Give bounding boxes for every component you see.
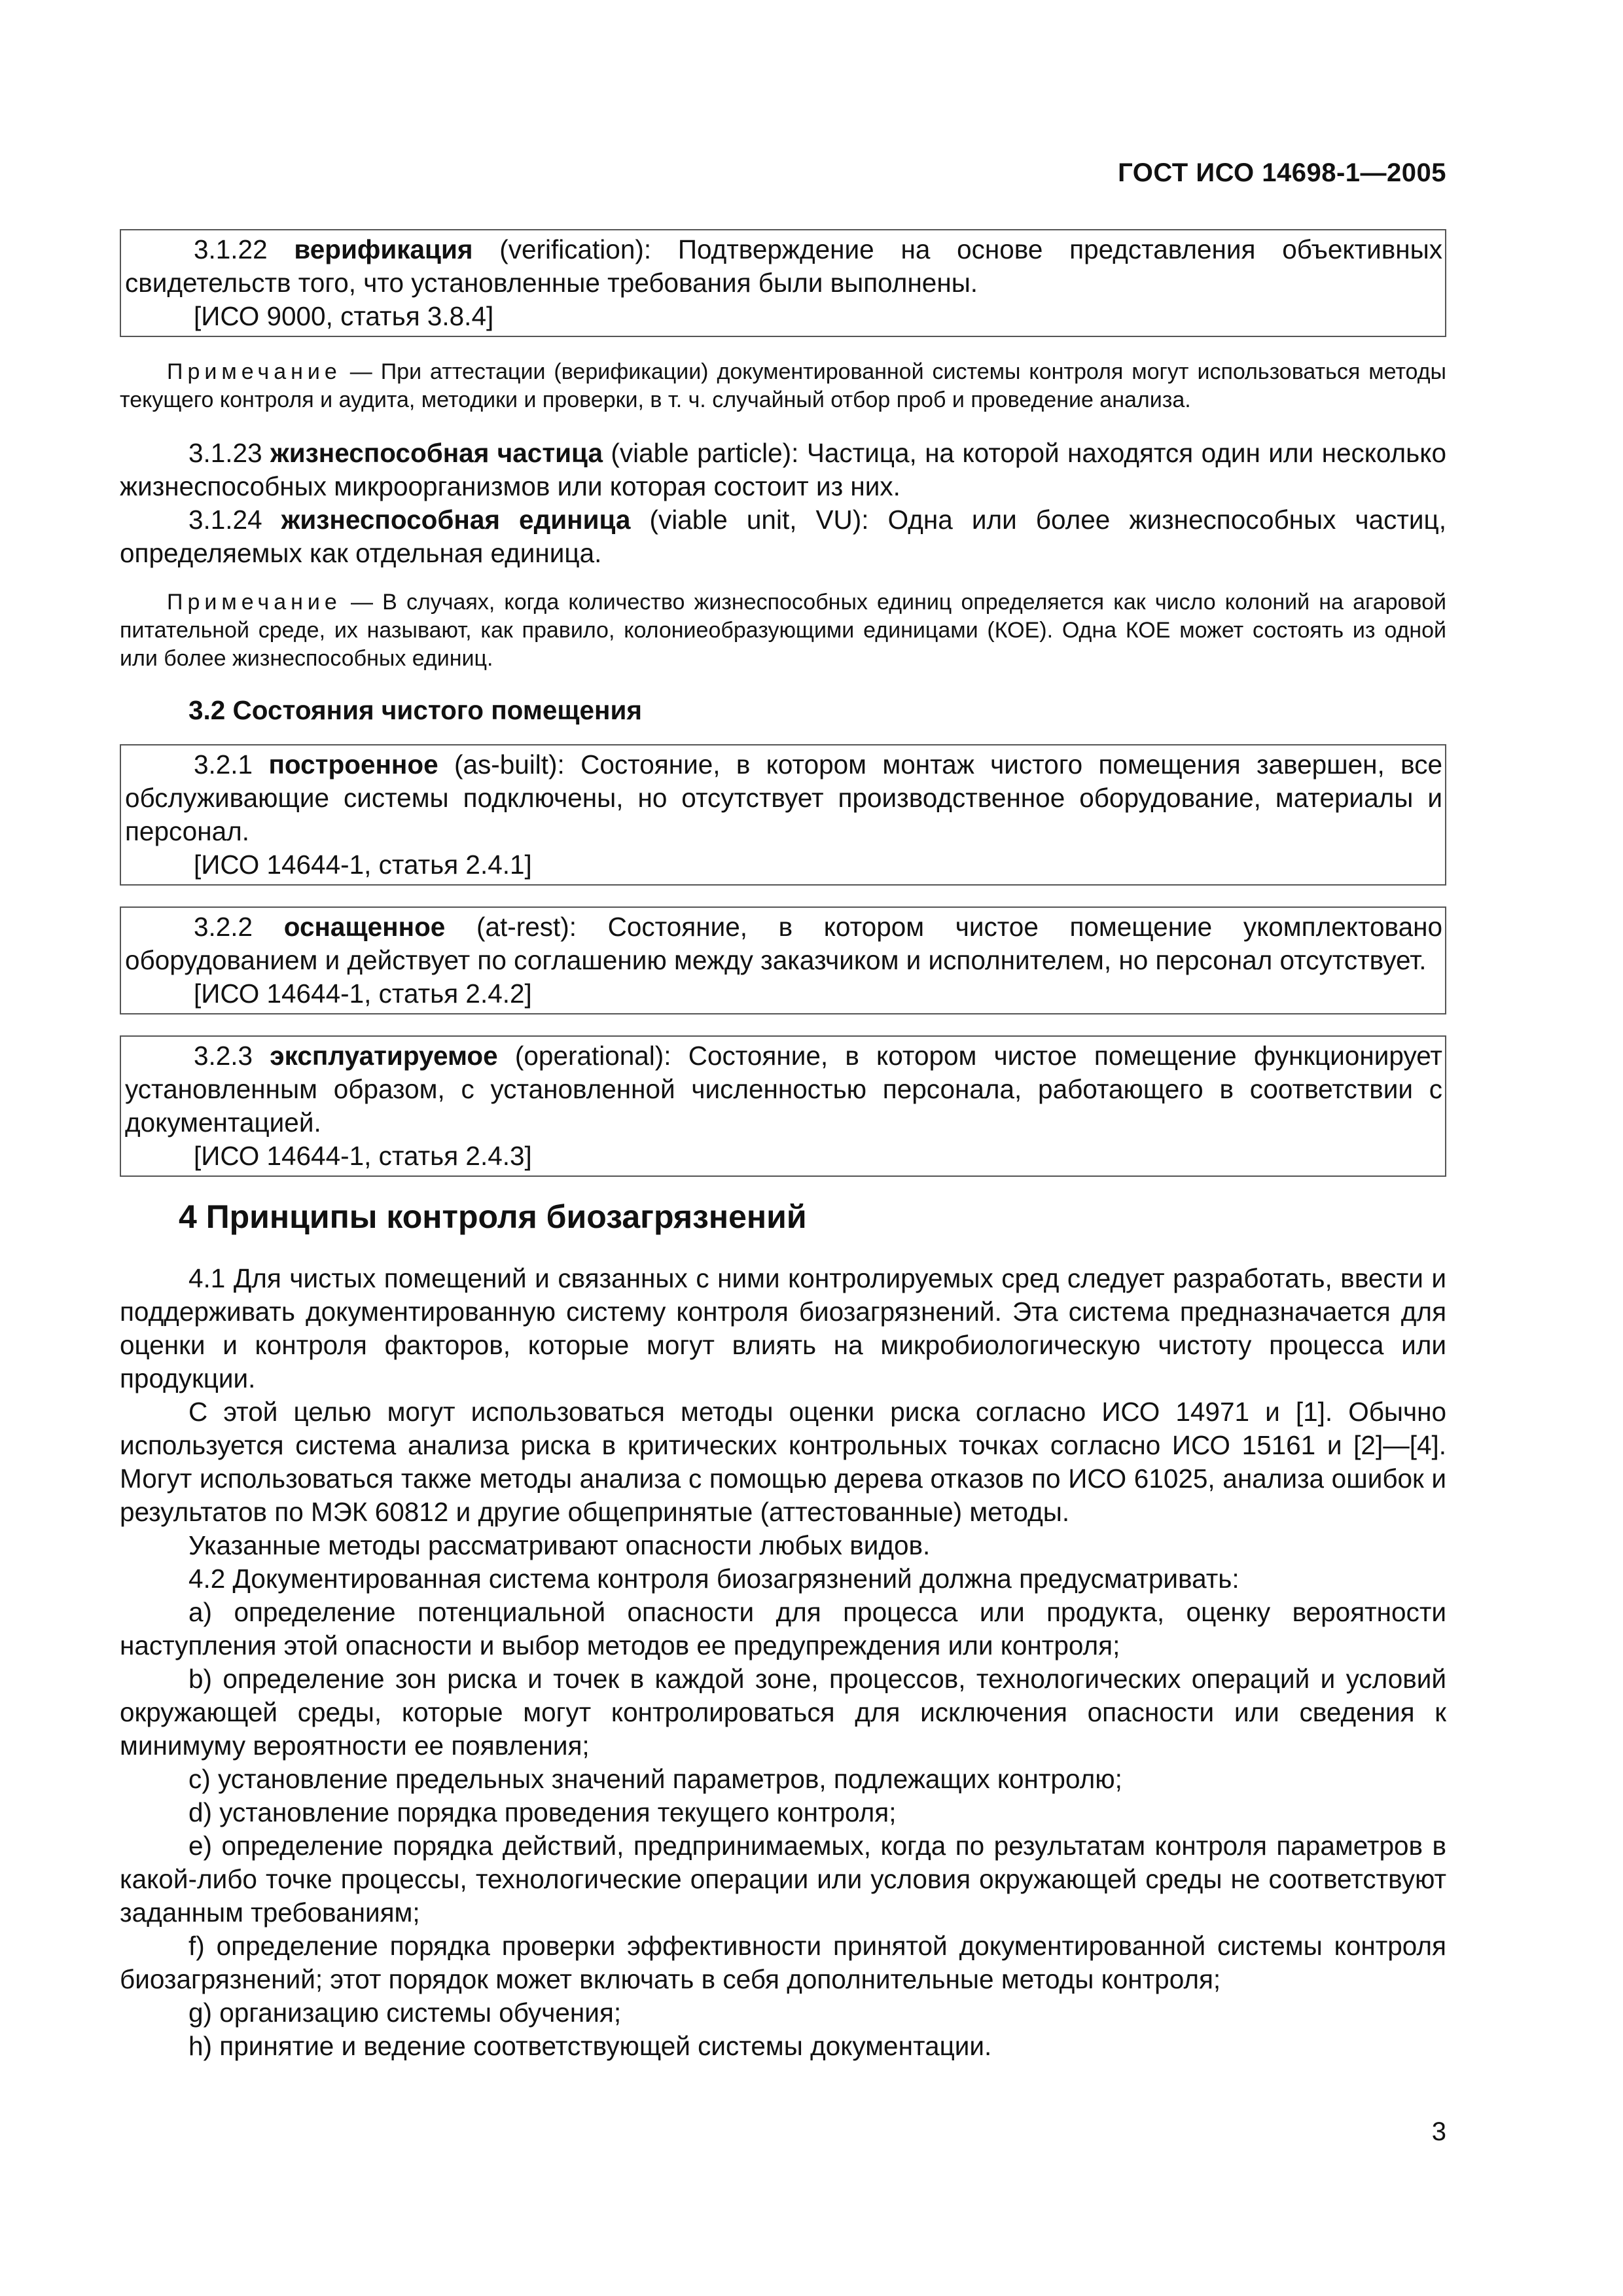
definition-number: 3.2.2 (194, 912, 253, 942)
definition-number: 3.1.22 (194, 234, 268, 264)
definition-text: (verification): Подтверждение на основе представления объективных свидетельств того, что установленные требования были выполнены. (125, 234, 1442, 298)
definition-term: верификация (294, 234, 473, 264)
definition-text: (operational): Состояние, в котором чистое помещение функционирует установленным образом, с установленной численностью персонала, работающего в соответствии с документацией. (125, 1041, 1442, 1138)
note-text: — В случаях, когда количество жизнеспособных единиц определяется как число колоний на агаровой питательной среде, их называют, как правило, колониеобразующими единицами (КОЕ). Одна КОЕ может состоять из одной или более жизнеспособных единиц. (120, 590, 1446, 671)
definition-term: оснащенное (283, 912, 446, 942)
definition-paragraph (125, 910, 1442, 977)
list-item: h) принятие и ведение соответствующей системы документации. (188, 2031, 992, 2061)
definition-paragraph (125, 1039, 1442, 1139)
note-label: Примечание (167, 590, 342, 615)
definition-paragraph (120, 437, 1446, 503)
list-item: e) определение порядка действий, предпринимаемых, когда по результатам контроля параметров в какой-либо точке процессы, технологические операции или условия окружающей среды не соответствуют заданным требованиям; (120, 1831, 1446, 1928)
list-item: a) определение потенциальной опасности для процесса или продукта, оценку вероятности наступления этой опасности и выбор методов ее предупреждения или контроля; (120, 1597, 1446, 1660)
note-label: Примечание (167, 359, 342, 384)
definition-paragraph (125, 233, 1442, 300)
list-item: b) определение зон риска и точек в каждой зоне, процессов, технологических операций и условий окружающей среды, которые могут контролироваться для исключения опасности или сведения к минимуму вероятности ее появления; (120, 1664, 1446, 1761)
list-item: f) определение порядка проверки эффективности принятой документированной системы контроля биозагрязнений; этот порядок может включать в себя дополнительные методы контроля; (120, 1931, 1446, 1994)
definition-number: 3.1.24 (188, 505, 262, 535)
list-item: g) организацию системы обучения; (188, 1998, 622, 2028)
definition-reference: [ИСО 14644-1, статья 2.4.2] (194, 978, 532, 1009)
definition-reference: [ИСО 14644-1, статья 2.4.3] (194, 1141, 532, 1171)
definition-box (120, 906, 1446, 1014)
definition-text: (viable particle): Частица, на которой находятся один или несколько жизнеспособных микроорганизмов или которая состоит из них. (120, 438, 1446, 501)
definition-box (120, 744, 1446, 886)
definition-paragraph (125, 748, 1442, 848)
document-header: ГОСТ ИСО 14698-1—2005 (1118, 158, 1446, 187)
definition-box (120, 229, 1446, 337)
definition-term: эксплуатируемое (270, 1041, 498, 1071)
body-paragraph: 4.2 Документированная система контроля биозагрязнений должна предусматривать: (188, 1564, 1240, 1594)
definition-term: жизнеспособная частица (270, 438, 603, 468)
note-text: — При аттестации (верификации) документированной системы контроля могут использоваться методы текущего контроля и аудита, методики и проверки, в т. ч. случайный отбор проб и проведение анализа. (120, 359, 1446, 412)
definition-paragraph (120, 503, 1446, 570)
definition-number: 3.2.3 (194, 1041, 253, 1071)
definition-term: построенное (268, 749, 438, 780)
definition-text: (at-rest): Состояние, в котором чистое помещение укомплектовано оборудованием и действует по соглашению между заказчиком и исполнителем, но персонал отсутствует. (125, 912, 1442, 975)
definition-number: 3.1.23 (188, 438, 262, 468)
body-paragraph: 4.1 Для чистых помещений и связанных с ними контролируемых сред следует разработать, ввести и поддерживать документированную систему контроля биозагрязнений. Эта система предназначается для оценки и контроля факторов, которые могут влиять на микробиологическую чистоту процесса или продукции. (120, 1263, 1446, 1393)
body-paragraph: Указанные методы рассматривают опасности любых видов. (188, 1530, 931, 1560)
subsection-heading: 3.2 Состояния чистого помещения (188, 695, 643, 725)
definition-text: (viable unit, VU): Одна или более жизнеспособных частиц, определяемых как отдельная единица. (120, 505, 1446, 568)
note-paragraph (120, 588, 1446, 673)
definition-text: (as-built): Состояние, в котором монтаж чистого помещения завершен, все обслуживающие системы подключены, но отсутствует производственное оборудование, материалы и персонал. (125, 749, 1442, 846)
list-item: c) установление предельных значений параметров, подлежащих контролю; (188, 1764, 1122, 1794)
text-column (120, 229, 1446, 2063)
definition-reference: [ИСО 9000, статья 3.8.4] (194, 301, 494, 331)
definition-number: 3.2.1 (194, 749, 253, 780)
definition-term: жизнеспособная единица (281, 505, 631, 535)
plain-definitions (120, 437, 1446, 570)
section-heading: 4 Принципы контроля биозагрязнений (179, 1198, 807, 1235)
definition-box (120, 1035, 1446, 1177)
body-paragraph: С этой целью могут использоваться методы оценки риска согласно ИСО 14971 и [1]. Обычно используется система анализа риска в критических контрольных точках согласно ИСО 15161 и [2]—[4]. Могут использоваться также методы анализа с помощью дерева отказов по ИСО 61025, анализа ошибок и результатов по МЭК 60812 и другие общепринятые (аттестованные) методы. (120, 1397, 1446, 1527)
page-number: 3 (1431, 2117, 1446, 2146)
note-paragraph (120, 358, 1446, 414)
definition-reference: [ИСО 14644-1, статья 2.4.1] (194, 850, 532, 880)
list-item: d) установление порядка проведения текущего контроля; (188, 1797, 897, 1827)
